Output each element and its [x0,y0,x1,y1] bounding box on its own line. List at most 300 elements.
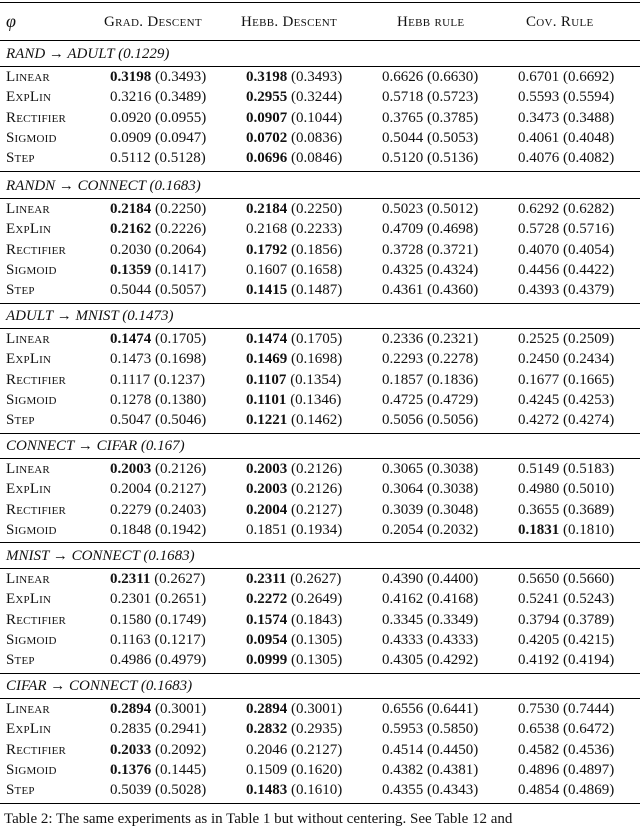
group-title: RAND → ADULT (0.1229) [6,46,170,62]
best-value: 0.3198 [110,69,152,85]
value: 0.5112 [110,150,151,167]
value: 0.4582 [518,741,560,758]
value-cell [518,199,614,219]
value-cell [246,329,342,349]
row-label: Rectifier [6,741,67,758]
paren-value: (0.4381) [423,761,479,778]
value-cell [246,148,342,168]
paren-value: (0.4292) [423,652,479,669]
value-cell [382,349,478,369]
paren-value: (0.1705) [151,331,207,347]
group-title: ADULT → MNIST (0.1473) [6,308,174,324]
best-value: 0.1101 [246,391,287,408]
row-label: ExpLin [6,221,52,238]
value: 0.6701 [518,69,560,85]
value-cell [110,349,206,369]
value: 0.5718 [382,89,424,106]
value-cell [110,280,206,300]
value: 0.4325 [382,261,424,278]
paren-value: (0.4082) [559,150,615,167]
value: 0.3064 [382,481,424,498]
paren-value: (0.1810) [559,521,615,538]
value-cell [382,280,478,300]
best-value: 0.0696 [246,150,288,167]
paren-value: (0.1665) [559,371,615,388]
paren-value: (0.4048) [559,129,615,146]
paren-value: (0.1942) [151,521,207,538]
value: 0.4393 [518,282,560,299]
value-cell [110,410,206,430]
value-cell [110,67,206,87]
best-value: 0.2003 [246,461,288,477]
column-header: Hebb. Descent [241,14,338,30]
paren-value: (0.0846) [287,150,343,167]
value: 0.4980 [518,481,560,498]
table-rule [0,171,640,172]
value: 0.3794 [518,611,560,628]
best-value: 0.3198 [246,69,288,85]
value-cell [110,610,206,630]
paren-value: (0.4869) [559,782,615,799]
paren-value: (0.4897) [559,761,615,778]
value: 0.3216 [110,89,152,106]
value-cell [518,240,614,260]
best-value: 0.2184 [110,201,152,217]
value-cell [518,479,614,499]
best-value: 0.1483 [246,782,288,799]
value: 0.3473 [518,109,560,126]
value-cell [382,148,478,168]
paren-value: (0.1044) [287,109,343,126]
paren-value: (0.1380) [151,391,207,408]
column-header: Hebb rule [397,14,465,30]
value: 0.2293 [382,351,424,368]
value-cell [382,589,478,609]
value: 0.3765 [382,109,424,126]
paren-value: (0.3244) [287,89,343,106]
value: 0.4333 [382,631,424,648]
value-cell [246,520,342,540]
value: 0.2450 [518,351,560,368]
paren-value: (0.2434) [559,351,615,368]
value-cell [382,219,478,239]
paren-value: (0.3689) [559,501,615,518]
value-cell [518,260,614,280]
row-label: ExpLin [6,351,52,368]
paren-value: (0.4729) [423,391,479,408]
paren-value: (0.2627) [150,571,206,587]
value-cell [382,479,478,499]
value: 0.3728 [382,241,424,258]
value-cell [518,280,614,300]
paren-value: (0.2250) [151,201,207,217]
value: 0.4361 [382,282,424,299]
value-cell [110,699,206,719]
value: 0.5044 [382,129,424,146]
value-cell [382,630,478,650]
value: 0.4061 [518,129,560,146]
row-label: ExpLin [6,591,52,608]
value-cell [382,610,478,630]
paren-value: (0.2935) [287,721,343,738]
value-cell [246,390,341,410]
paren-value: (0.5850) [423,721,479,738]
value-cell [246,459,342,479]
value: 0.2279 [110,501,152,518]
paren-value: (0.3488) [559,109,615,126]
value: 0.1163 [110,631,151,648]
value-cell [382,500,478,520]
group-title: MNIST → CONNECT (0.1683) [6,548,195,564]
value-cell [110,589,206,609]
best-value: 0.1107 [246,371,287,388]
value: 0.6292 [518,201,560,217]
paren-value: (0.1705) [287,331,343,347]
best-value: 0.1415 [246,282,288,299]
value: 0.4205 [518,631,560,648]
paren-value: (0.2126) [287,481,343,498]
paren-value: (0.1698) [287,351,343,368]
paren-value: (0.1856) [287,241,343,258]
paren-value: (0.1346) [286,391,342,408]
row-label: Rectifier [6,611,67,628]
value-cell [382,410,478,430]
paren-value: (0.2649) [287,591,343,608]
paren-value: (0.3489) [151,89,207,106]
paren-value: (0.1698) [151,351,207,368]
paren-value: (0.5010) [559,481,615,498]
value-cell [246,479,342,499]
paren-value: (0.5128) [150,150,206,167]
paren-value: (0.1217) [150,631,206,648]
best-value: 0.0907 [246,109,288,126]
value: 0.5728 [518,221,560,238]
best-value: 0.0702 [246,129,288,146]
value-cell [382,569,478,589]
row-label: Sigmoid [6,391,57,408]
value: 0.5056 [382,412,424,429]
value: 0.3039 [382,501,424,518]
paren-value: (0.5594) [559,89,615,106]
value-cell [110,479,206,499]
paren-value: (0.0947) [151,129,207,146]
value-cell [382,128,478,148]
value-cell [110,569,205,589]
row-label: Sigmoid [6,761,57,778]
value: 0.2046 [246,741,288,758]
value: 0.1607 [246,261,288,278]
value-cell [246,410,342,430]
paren-value: (0.5716) [559,221,615,238]
value-cell [518,370,614,390]
paren-value: (0.5183) [559,461,615,477]
value-cell [518,219,614,239]
table-rule [0,803,640,804]
value: 0.4355 [382,782,424,799]
value: 0.5953 [382,721,424,738]
value-cell [518,349,614,369]
value: 0.6626 [382,69,424,85]
row-label: Step [6,412,35,429]
value: 0.0909 [110,129,152,146]
value: 0.4162 [382,591,424,608]
value: 0.2054 [382,521,424,538]
value-cell [246,740,342,760]
best-value: 0.2184 [246,201,288,217]
paren-value: (0.4360) [423,282,479,299]
paren-value: (0.3493) [151,69,207,85]
paren-value: (0.2250) [287,201,343,217]
row-label: Step [6,282,35,299]
value-cell [518,740,614,760]
paren-value: (0.6441) [423,701,479,717]
table-rule [0,542,640,543]
best-value: 0.1831 [518,521,560,538]
value: 0.4305 [382,652,424,669]
paren-value: (0.4979) [151,652,207,669]
value: 0.4272 [518,412,560,429]
row-label: Sigmoid [6,261,57,278]
value-cell [110,108,206,128]
value-cell [246,500,342,520]
header-phi: φ [6,11,16,31]
value-cell [518,569,614,589]
value-cell [382,520,478,540]
table-caption: Table 2: The same experiments as in Table 1 but without centering. See Table 12 and [4,811,513,827]
row-label: Sigmoid [6,631,57,648]
value-cell [246,630,342,650]
value-cell [518,780,614,800]
value-cell [110,260,206,280]
paren-value: (0.2651) [151,591,207,608]
best-value: 0.2955 [246,89,288,106]
value-cell [382,699,478,719]
paren-value: (0.6630) [423,69,479,85]
paren-value: (0.4168) [423,591,479,608]
paren-value: (0.4400) [423,571,479,587]
paren-value: (0.1610) [287,782,343,799]
table-rule [0,673,640,674]
paren-value: (0.1843) [287,611,343,628]
best-value: 0.1474 [246,331,288,347]
best-value: 0.0999 [246,652,288,669]
paren-value: (0.5053) [423,129,479,146]
value-cell [110,199,206,219]
value: 0.4245 [518,391,560,408]
value-cell [518,589,614,609]
value: 0.2030 [110,241,152,258]
value-cell [518,410,614,430]
best-value: 0.1376 [110,761,152,778]
value-cell [110,780,206,800]
value-cell [246,780,342,800]
paren-value: (0.1934) [287,521,343,538]
paren-value: (0.5056) [423,412,479,429]
value: 0.4456 [518,261,560,278]
best-value: 0.2004 [246,501,288,518]
paren-value: (0.3001) [287,701,343,717]
column-header: Grad. Descent [104,14,202,30]
value: 0.4382 [382,761,424,778]
paren-value: (0.4324) [423,261,479,278]
paren-value: (0.5028) [151,782,207,799]
paren-value: (0.0836) [287,129,343,146]
best-value: 0.2003 [246,481,288,498]
best-value: 0.1359 [110,261,152,278]
value-cell [518,329,614,349]
value: 0.4986 [110,652,152,669]
value-cell [246,240,342,260]
value: 0.4854 [518,782,560,799]
value-cell [246,569,341,589]
table-rule [0,40,640,41]
paren-value: (0.1658) [287,261,343,278]
table-rule [0,2,640,3]
value: 0.4709 [382,221,424,238]
value: 0.5593 [518,89,560,106]
paren-value: (0.3349) [423,611,479,628]
row-label: Linear [6,201,50,217]
best-value: 0.2832 [246,721,288,738]
paren-value: (0.4194) [559,652,615,669]
value-cell [382,650,478,670]
value-cell [110,459,206,479]
paren-value: (0.2032) [423,521,479,538]
value-cell [246,219,342,239]
value: 0.4896 [518,761,560,778]
paren-value: (0.2226) [151,221,207,238]
value-cell [110,520,206,540]
value-cell [110,650,206,670]
value: 0.1857 [382,371,424,388]
paren-value: (0.2126) [151,461,207,477]
value: 0.5241 [518,591,560,608]
paren-value: (0.2064) [151,241,207,258]
value: 0.1509 [246,761,288,778]
paren-value: (0.2126) [287,461,343,477]
paren-value: (0.1354) [286,371,342,388]
value: 0.1580 [110,611,152,628]
row-label: Rectifier [6,371,67,388]
column-header: Cov. Rule [526,14,594,30]
paren-value: (0.5243) [559,591,615,608]
value-cell [382,87,478,107]
value: 0.3655 [518,501,560,518]
group-title: RANDN → CONNECT (0.1683) [6,178,201,194]
paren-value: (0.1749) [151,611,207,628]
paren-value: (0.4536) [559,741,615,758]
value: 0.5044 [110,282,152,299]
paren-value: (0.1487) [287,282,343,299]
row-label: Rectifier [6,241,67,258]
row-label: Linear [6,69,50,85]
best-value: 0.2894 [110,701,152,717]
paren-value: (0.2509) [559,331,615,347]
value-cell [246,760,342,780]
paren-value: (0.6692) [559,69,615,85]
paren-value: (0.3785) [423,109,479,126]
paren-value: (0.1417) [151,261,207,278]
best-value: 0.1469 [246,351,288,368]
value-cell [382,108,478,128]
value-cell [518,108,614,128]
value-cell [518,459,614,479]
value-cell [110,760,206,780]
paren-value: (0.4379) [559,282,615,299]
paren-value: (0.0955) [151,109,207,126]
value: 0.1278 [110,391,152,408]
row-label: Sigmoid [6,129,57,146]
paren-value: (0.2127) [287,741,343,758]
value-cell [382,260,478,280]
paren-value: (0.4422) [559,261,615,278]
row-label: Sigmoid [6,521,57,538]
value: 0.2835 [110,721,152,738]
paren-value: (0.3048) [423,501,479,518]
value-cell [110,329,206,349]
best-value: 0.2162 [110,221,152,238]
paren-value: (0.1305) [287,631,343,648]
value-cell [382,199,478,219]
value-cell [246,349,342,369]
best-value: 0.1221 [246,412,288,429]
paren-value: (0.2403) [151,501,207,518]
value: 0.3065 [382,461,424,477]
value: 0.5120 [382,150,424,167]
best-value: 0.1474 [110,331,152,347]
row-label: Step [6,652,35,669]
group-title: CIFAR → CONNECT (0.1683) [6,678,193,694]
row-label: Step [6,150,35,167]
value-cell [518,760,614,780]
paren-value: (0.3721) [423,241,479,258]
value: 0.6538 [518,721,560,738]
row-label: Linear [6,461,50,477]
paren-value: (0.2941) [151,721,207,738]
group-title: CONNECT → CIFAR (0.167) [6,438,185,454]
value: 0.4192 [518,652,560,669]
value-cell [110,87,206,107]
paren-value: (0.1237) [150,371,206,388]
value-cell [246,280,342,300]
value-cell [246,67,342,87]
value: 0.4390 [382,571,424,587]
value-cell [246,108,342,128]
value: 0.4514 [382,741,424,758]
paren-value: (0.1305) [287,652,343,669]
paren-value: (0.5046) [151,412,207,429]
value: 0.5650 [518,571,560,587]
value: 0.5039 [110,782,152,799]
value-cell [518,148,614,168]
value-cell [382,390,478,410]
best-value: 0.1792 [246,241,288,258]
row-label: ExpLin [6,89,52,106]
value-cell [518,699,614,719]
value: 0.2004 [110,481,152,498]
value: 0.7530 [518,701,560,717]
paren-value: (0.2092) [151,741,207,758]
paren-value: (0.5660) [559,571,615,587]
paren-value: (0.7444) [559,701,615,717]
paren-value: (0.5057) [151,282,207,299]
value: 0.3345 [382,611,424,628]
paren-value: (0.6472) [559,721,615,738]
paren-value: (0.3789) [559,611,615,628]
value-cell [382,67,478,87]
value: 0.1117 [110,371,151,388]
value-cell [246,699,342,719]
